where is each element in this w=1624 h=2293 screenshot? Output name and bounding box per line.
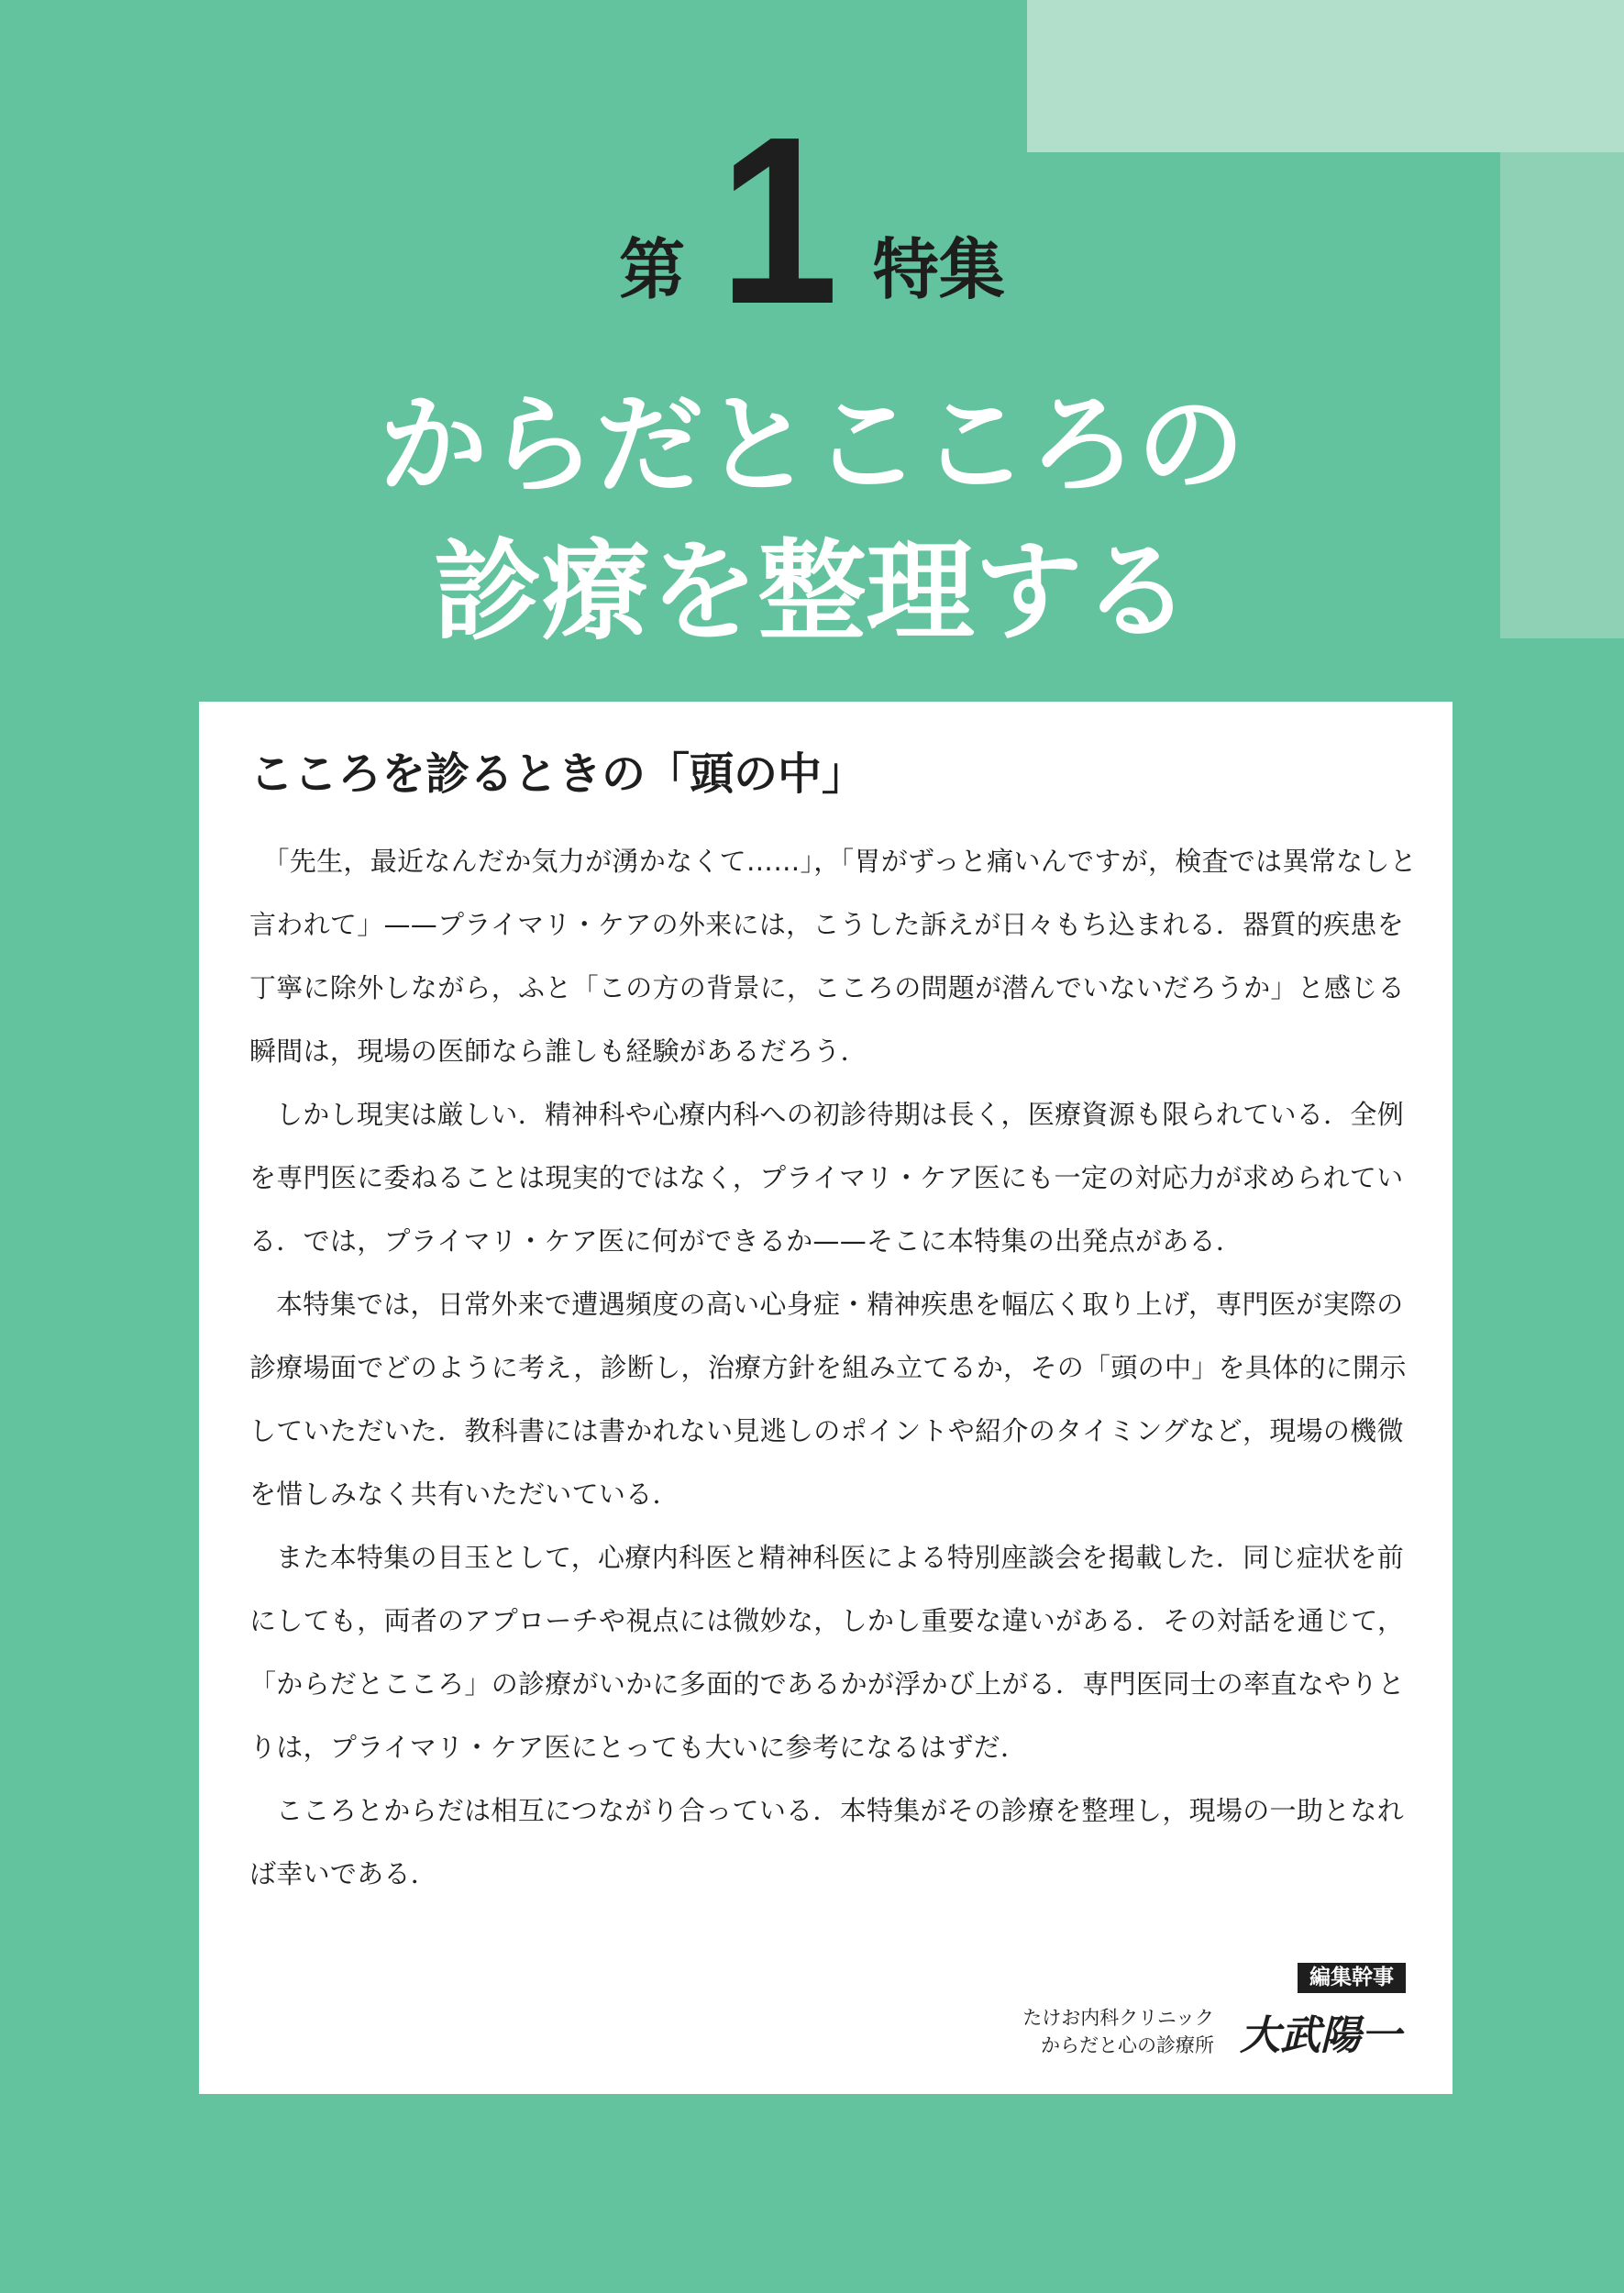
article-card [199,702,1453,2094]
affiliation-line-2: からだと心の診療所 [1041,2034,1214,2056]
feature-number: 1 [719,88,839,354]
article-subtitle: こころを診るときの「頭の中」 [249,748,867,800]
page-title [0,371,1624,665]
editor-name: 大武陽一 [1240,2012,1401,2059]
feature-prefix: 第 [619,231,686,308]
affiliation-line-1: たけお内科クリニック [1022,2007,1214,2029]
article-body [249,830,1419,1906]
feature-suffix: 特集 [872,231,1005,308]
article-paragraph: こころとからだは相互につながり合っている．本特集がその診療を整理し，現場の一助となれば幸いである． [249,1795,1405,1889]
feature-label [0,84,1624,354]
article-paragraph: しかし現実は厳しい．精神科や心療内科への初診待期は長く，医療資源も限られている．全例を専門医に委ねることは現実的ではなく，プライマリ・ケア医にも一定の対応力が求められている．では，プライマリ・ケア医に何ができるか——そこに本特集の出発点がある． [249,1099,1405,1257]
editor-badge: 編集幹事 [1298,1963,1406,1993]
page-title-line-1: からだとこころの [379,382,1245,508]
page-title-line-2: 診療を整理する [433,528,1191,655]
editor-affiliation [1022,2004,1214,2059]
article-paragraph: 本特集では，日常外来で遭遇頻度の高い心身症・精神疾患を幅広く取り上げ，専門医が実際の診療場面でどのように考え，診断し，治療方針を組み立てるか，その「頭の中」を具体的に開示していただいた．教科書には書かれない見逃しのポイントや紹介のタイミングなど，現場の機微を惜しみなく共有いただいている． [249,1289,1407,1510]
article-paragraph: また本特集の目玉として，心療内科医と精神科医による特別座談会を掲載した．同じ症状を前にしても，両者のアプローチや視点には微妙な，しかし重要な違いがある．その対話を通じて，「からだとこころ」の診療がいかに多面的であるかが浮かび上がる．専門医同士の率直なやりとりは，プライマリ・ケア医にとっても大いに参考になるはずだ． [249,1542,1405,1763]
article-paragraph: 「先生，最近なんだか気力が湧かなくて……」，「胃がずっと痛いんですが，検査では異常なしと言われて」——プライマリ・ケアの外来には，こうした訴えが日々もち込まれる．器質的疾患を丁寧に除外しながら，ふと「この方の背景に，こころの問題が潜んでいないだろうか」と感じる瞬間は，現場の医師なら誰しも経験があるだろう． [249,846,1417,1067]
